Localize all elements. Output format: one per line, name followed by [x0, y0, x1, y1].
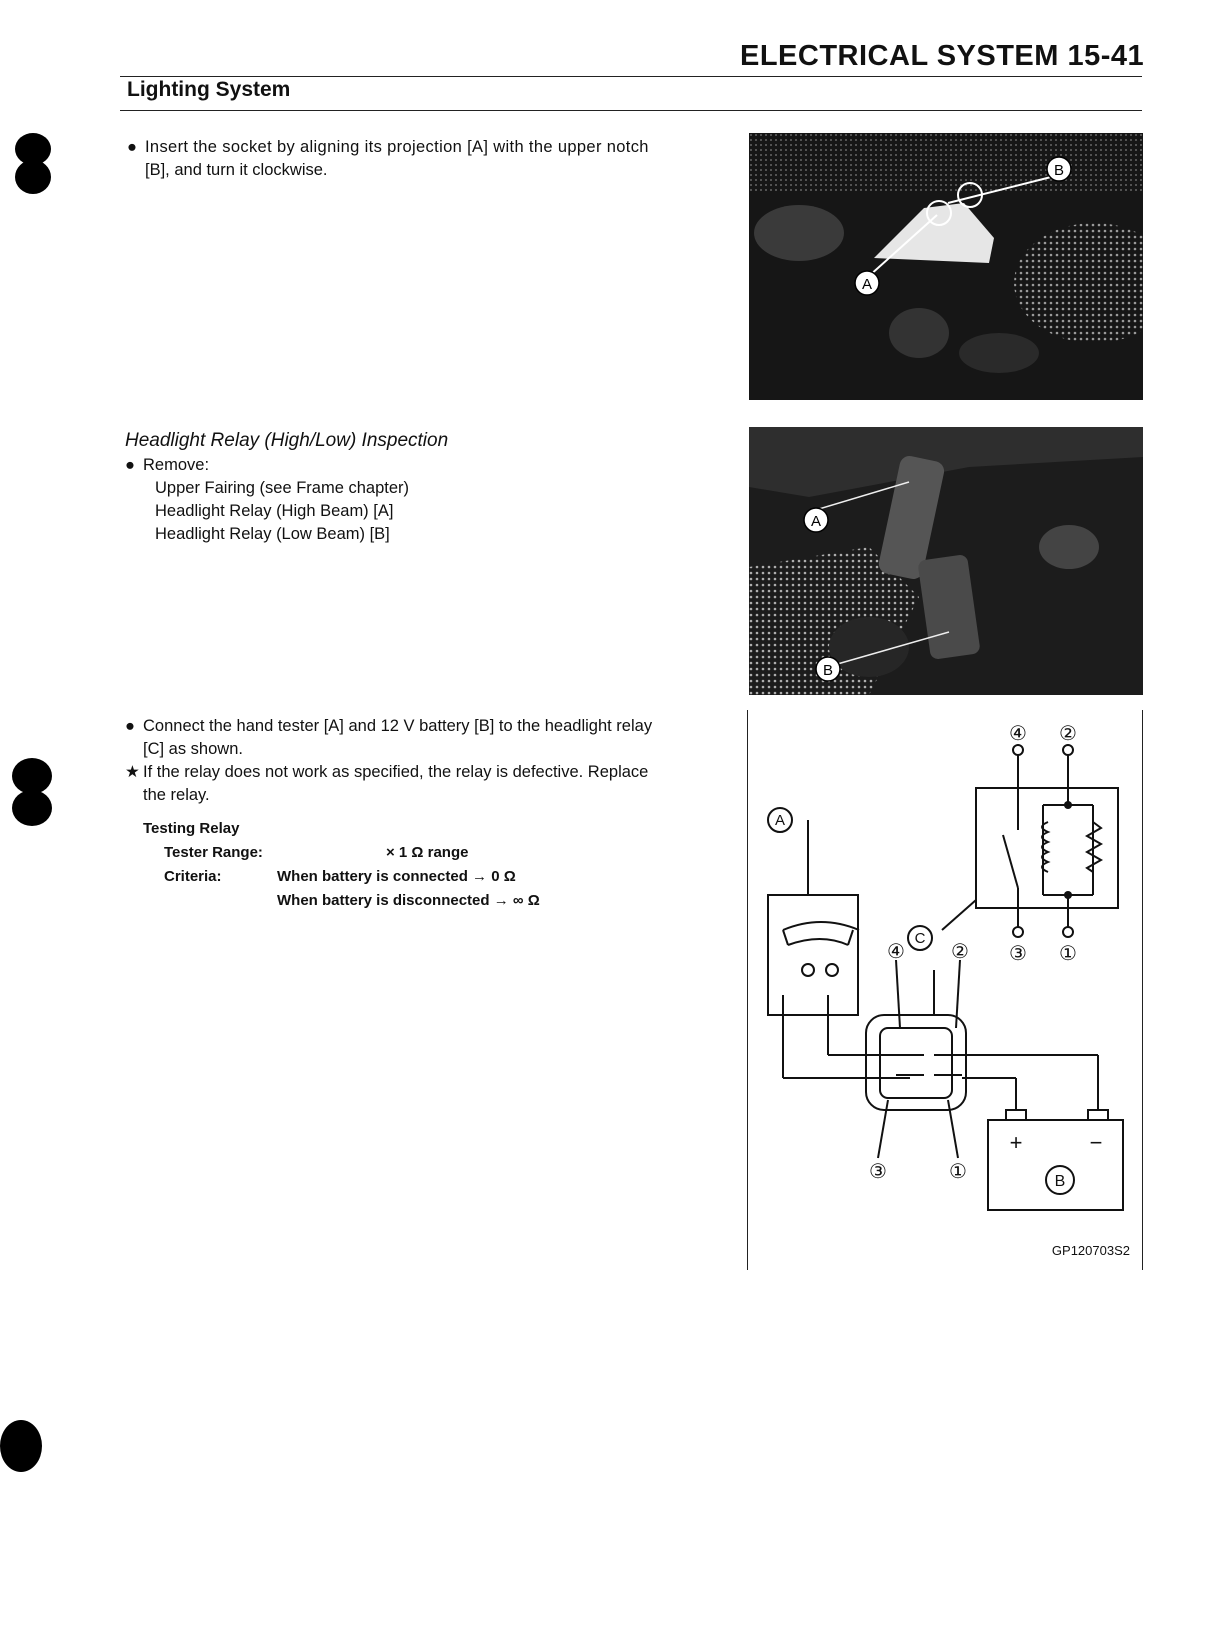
relay-pin-3: ③	[1009, 943, 1027, 965]
section-rule	[120, 110, 1142, 111]
spec-title: Testing Relay	[143, 820, 240, 837]
connector-pin-2: ②	[951, 941, 969, 963]
step1-text	[127, 136, 727, 182]
punch-hole	[15, 160, 51, 194]
photo2-label-a: A	[810, 513, 822, 530]
page-header-title: ELECTRICAL SYSTEM 15-41	[740, 40, 1145, 72]
photo-headlight-socket-art	[749, 133, 1143, 400]
punch-hole	[0, 1420, 42, 1472]
photo1-label-b: B	[1053, 162, 1065, 179]
relay-heading: Headlight Relay (High/Low) Inspection	[125, 430, 449, 451]
spec-criteria-label: Criteria:	[164, 868, 222, 885]
step2-line1: Connect the hand tester [A] and 12 V battery [B] to the headlight relay	[143, 717, 653, 735]
step2-text	[125, 715, 735, 807]
relay-pin-1: ①	[1059, 943, 1077, 965]
punch-hole	[12, 758, 52, 794]
spec-criteria-2: When battery is disconnected → ∞ Ω	[277, 892, 540, 909]
relay-pin-2: ②	[1059, 723, 1077, 745]
photo1-label-a: A	[861, 276, 873, 293]
spec-range-label: Tester Range:	[164, 844, 263, 861]
battery-minus: −	[1089, 1130, 1103, 1155]
step1-line2: [B], and turn it clockwise.	[145, 161, 328, 179]
star-note: ★	[125, 763, 140, 781]
relay-pin-4: ④	[1009, 723, 1027, 745]
diagram-label-c: C	[914, 930, 926, 947]
remove-item: Upper Fairing (see Frame chapter)	[155, 479, 410, 497]
spec-criteria-1: When battery is connected → 0 Ω	[277, 868, 516, 885]
relay-section	[125, 430, 725, 546]
remove-label: Remove:	[143, 456, 210, 474]
bullet: ●	[125, 717, 135, 735]
step2-line3: If the relay does not work as specified, the relay is defective. Replace	[143, 763, 649, 781]
punch-hole	[12, 790, 52, 826]
photo-headlight-relays	[749, 427, 1143, 695]
remove-item: Headlight Relay (High Beam) [A]	[155, 502, 394, 520]
photo-headlight-socket	[749, 133, 1143, 400]
step2-line4: the relay.	[143, 786, 210, 804]
header-rule	[120, 76, 1142, 77]
connector-pin-4: ④	[887, 941, 905, 963]
photo2-label-b: B	[822, 662, 834, 679]
battery-plus: +	[1009, 1130, 1023, 1155]
relay-wiring-diagram	[748, 710, 1143, 1270]
step2-line2: [C] as shown.	[143, 740, 243, 758]
remove-item: Headlight Relay (Low Beam) [B]	[155, 525, 390, 543]
spec-range-value: × 1 Ω range	[386, 844, 469, 861]
photo-headlight-relays-art	[749, 427, 1143, 695]
diagram-label-a: A	[774, 812, 786, 829]
section-title: Lighting System	[127, 78, 291, 101]
bullet: ●	[127, 138, 137, 156]
diagram-label-b: B	[1054, 1173, 1066, 1190]
figure-code: GP120703S2	[1051, 1243, 1130, 1258]
connector-pin-3: ③	[869, 1161, 887, 1183]
bullet: ●	[125, 456, 135, 474]
step1-line1: Insert the socket by aligning its projection [A] with the upper notch	[145, 138, 649, 156]
connector-pin-1: ①	[949, 1161, 967, 1183]
